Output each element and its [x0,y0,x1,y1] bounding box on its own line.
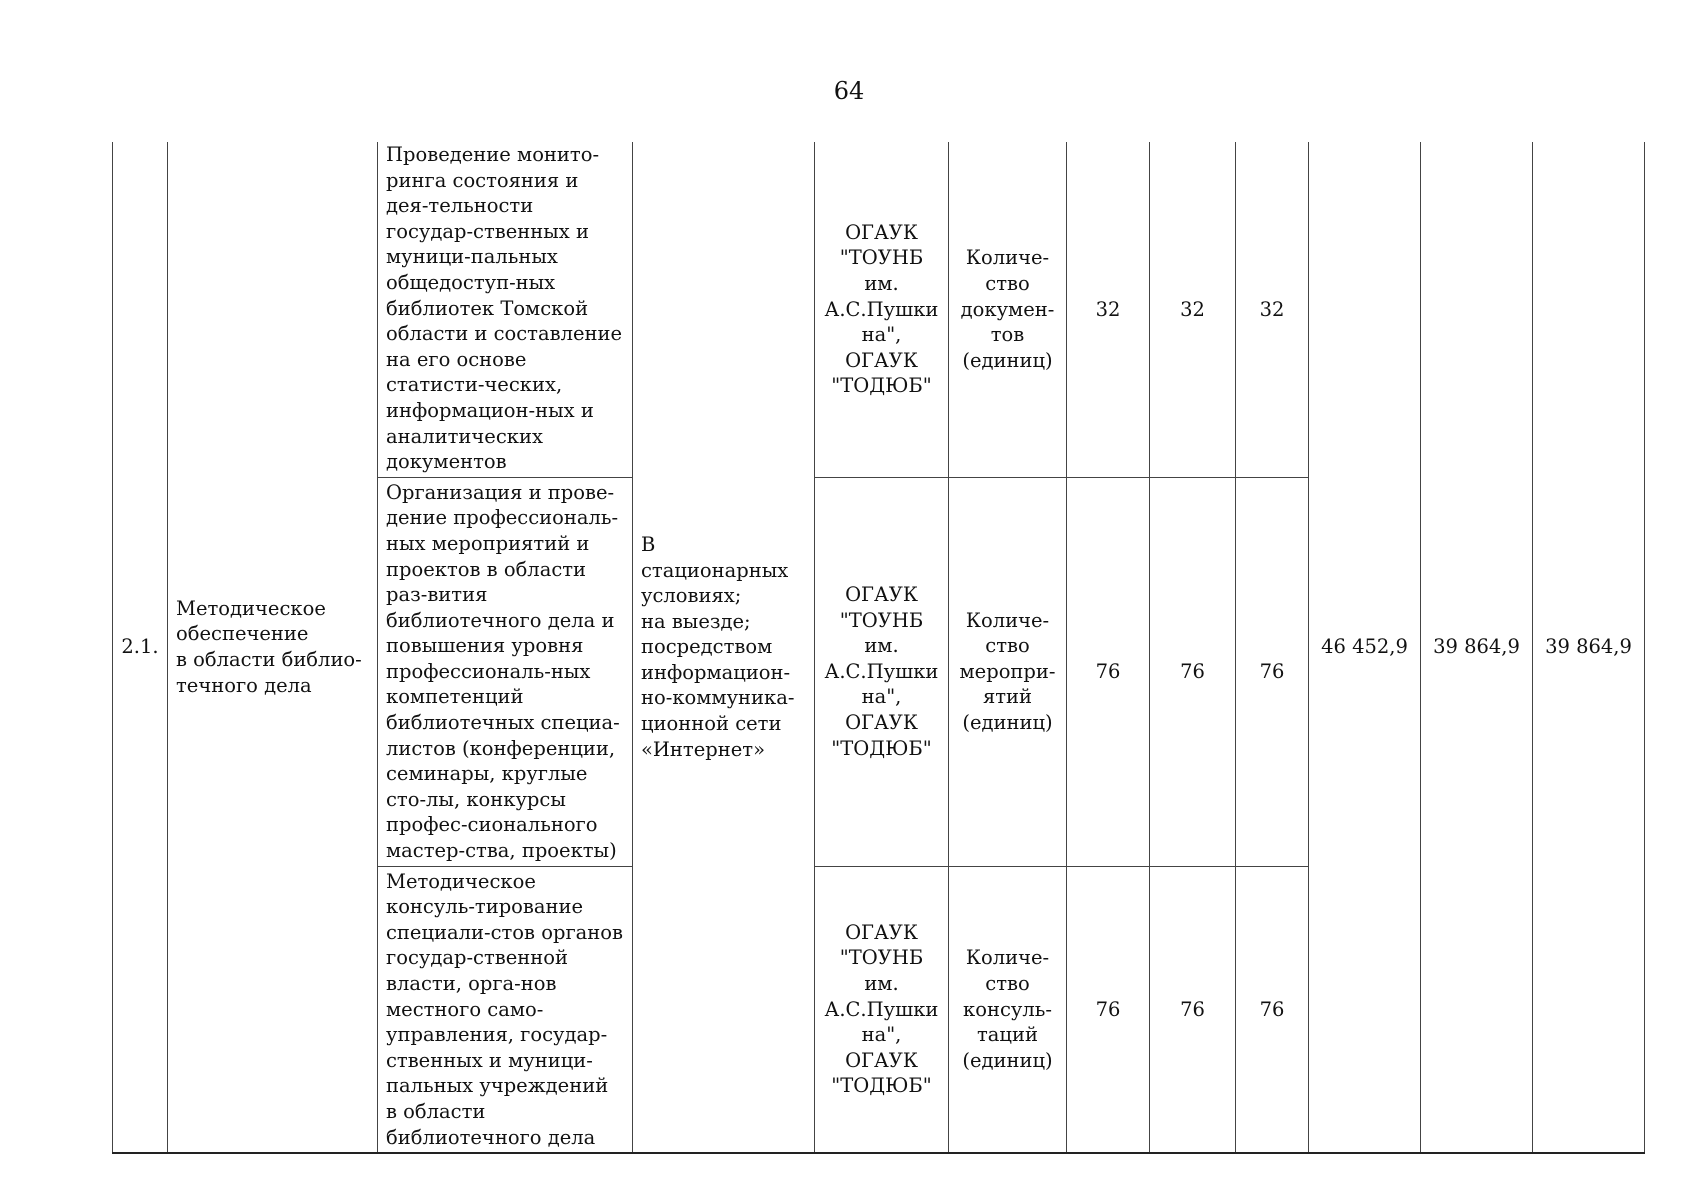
page-number: 64 [833,77,865,105]
services-table [112,142,1645,1154]
finance-cell: 39 864,9 [1421,142,1533,1153]
value-cell: 76 [1067,866,1150,1153]
finance-cell: 39 864,9 [1533,142,1645,1153]
conditions-cell: В стационарных условиях; на выезде; посредством информацион-но-коммуника-ционной сети «Интернет» [633,142,815,1153]
value-cell: 76 [1150,866,1236,1153]
executor-cell: ОГАУК "ТОУНБ им. А.С.Пушки на", ОГАУК "ТОДЮБ" [815,142,949,477]
executor-cell: ОГАУК "ТОУНБ им. А.С.Пушки на", ОГАУК "ТОДЮБ" [815,866,949,1153]
indicator-cell: Количе- ство консуль- таций (единиц) [949,866,1067,1153]
activity-cell: Организация и прове-дение профессиональ-ных мероприятий и проектов в области раз-вития библиотечного дела и повышения уровня профессиональ-ных компетенций библиотечных специа-листов (конференции, семинары, круглые сто-лы, конкурсы профес-сионального мастер-ства, проекты) [378,477,633,866]
row-number-cell: 2.1. [113,142,168,1153]
value-cell: 76 [1236,866,1309,1153]
table-row [113,142,1645,477]
value-cell: 32 [1150,142,1236,477]
service-name-cell: Методическое обеспечение в области библио-течного дела [168,142,378,1153]
activity-cell: Методическое консуль-тирование специали-стов органов государ-ственной власти, орга-нов местного само-управления, государ-ственных и муници-пальных учреждений в области библиотечного дела [378,866,633,1153]
value-cell: 76 [1150,477,1236,866]
value-cell: 32 [1236,142,1309,477]
value-cell: 76 [1067,477,1150,866]
activity-cell: Проведение монито-ринга состояния и дея-тельности государ-ственных и муници-пальных общедоступ-ных библиотек Томской области и составление на его основе статисти-ческих, информацион-ных и аналитических документов [378,142,633,477]
executor-cell: ОГАУК "ТОУНБ им. А.С.Пушки на", ОГАУК "ТОДЮБ" [815,477,949,866]
value-cell: 32 [1067,142,1150,477]
indicator-cell: Количе- ство докумен- тов (единиц) [949,142,1067,477]
value-cell: 76 [1236,477,1309,866]
indicator-cell: Количе- ство меропри- ятий (единиц) [949,477,1067,866]
finance-cell: 46 452,9 [1309,142,1421,1153]
